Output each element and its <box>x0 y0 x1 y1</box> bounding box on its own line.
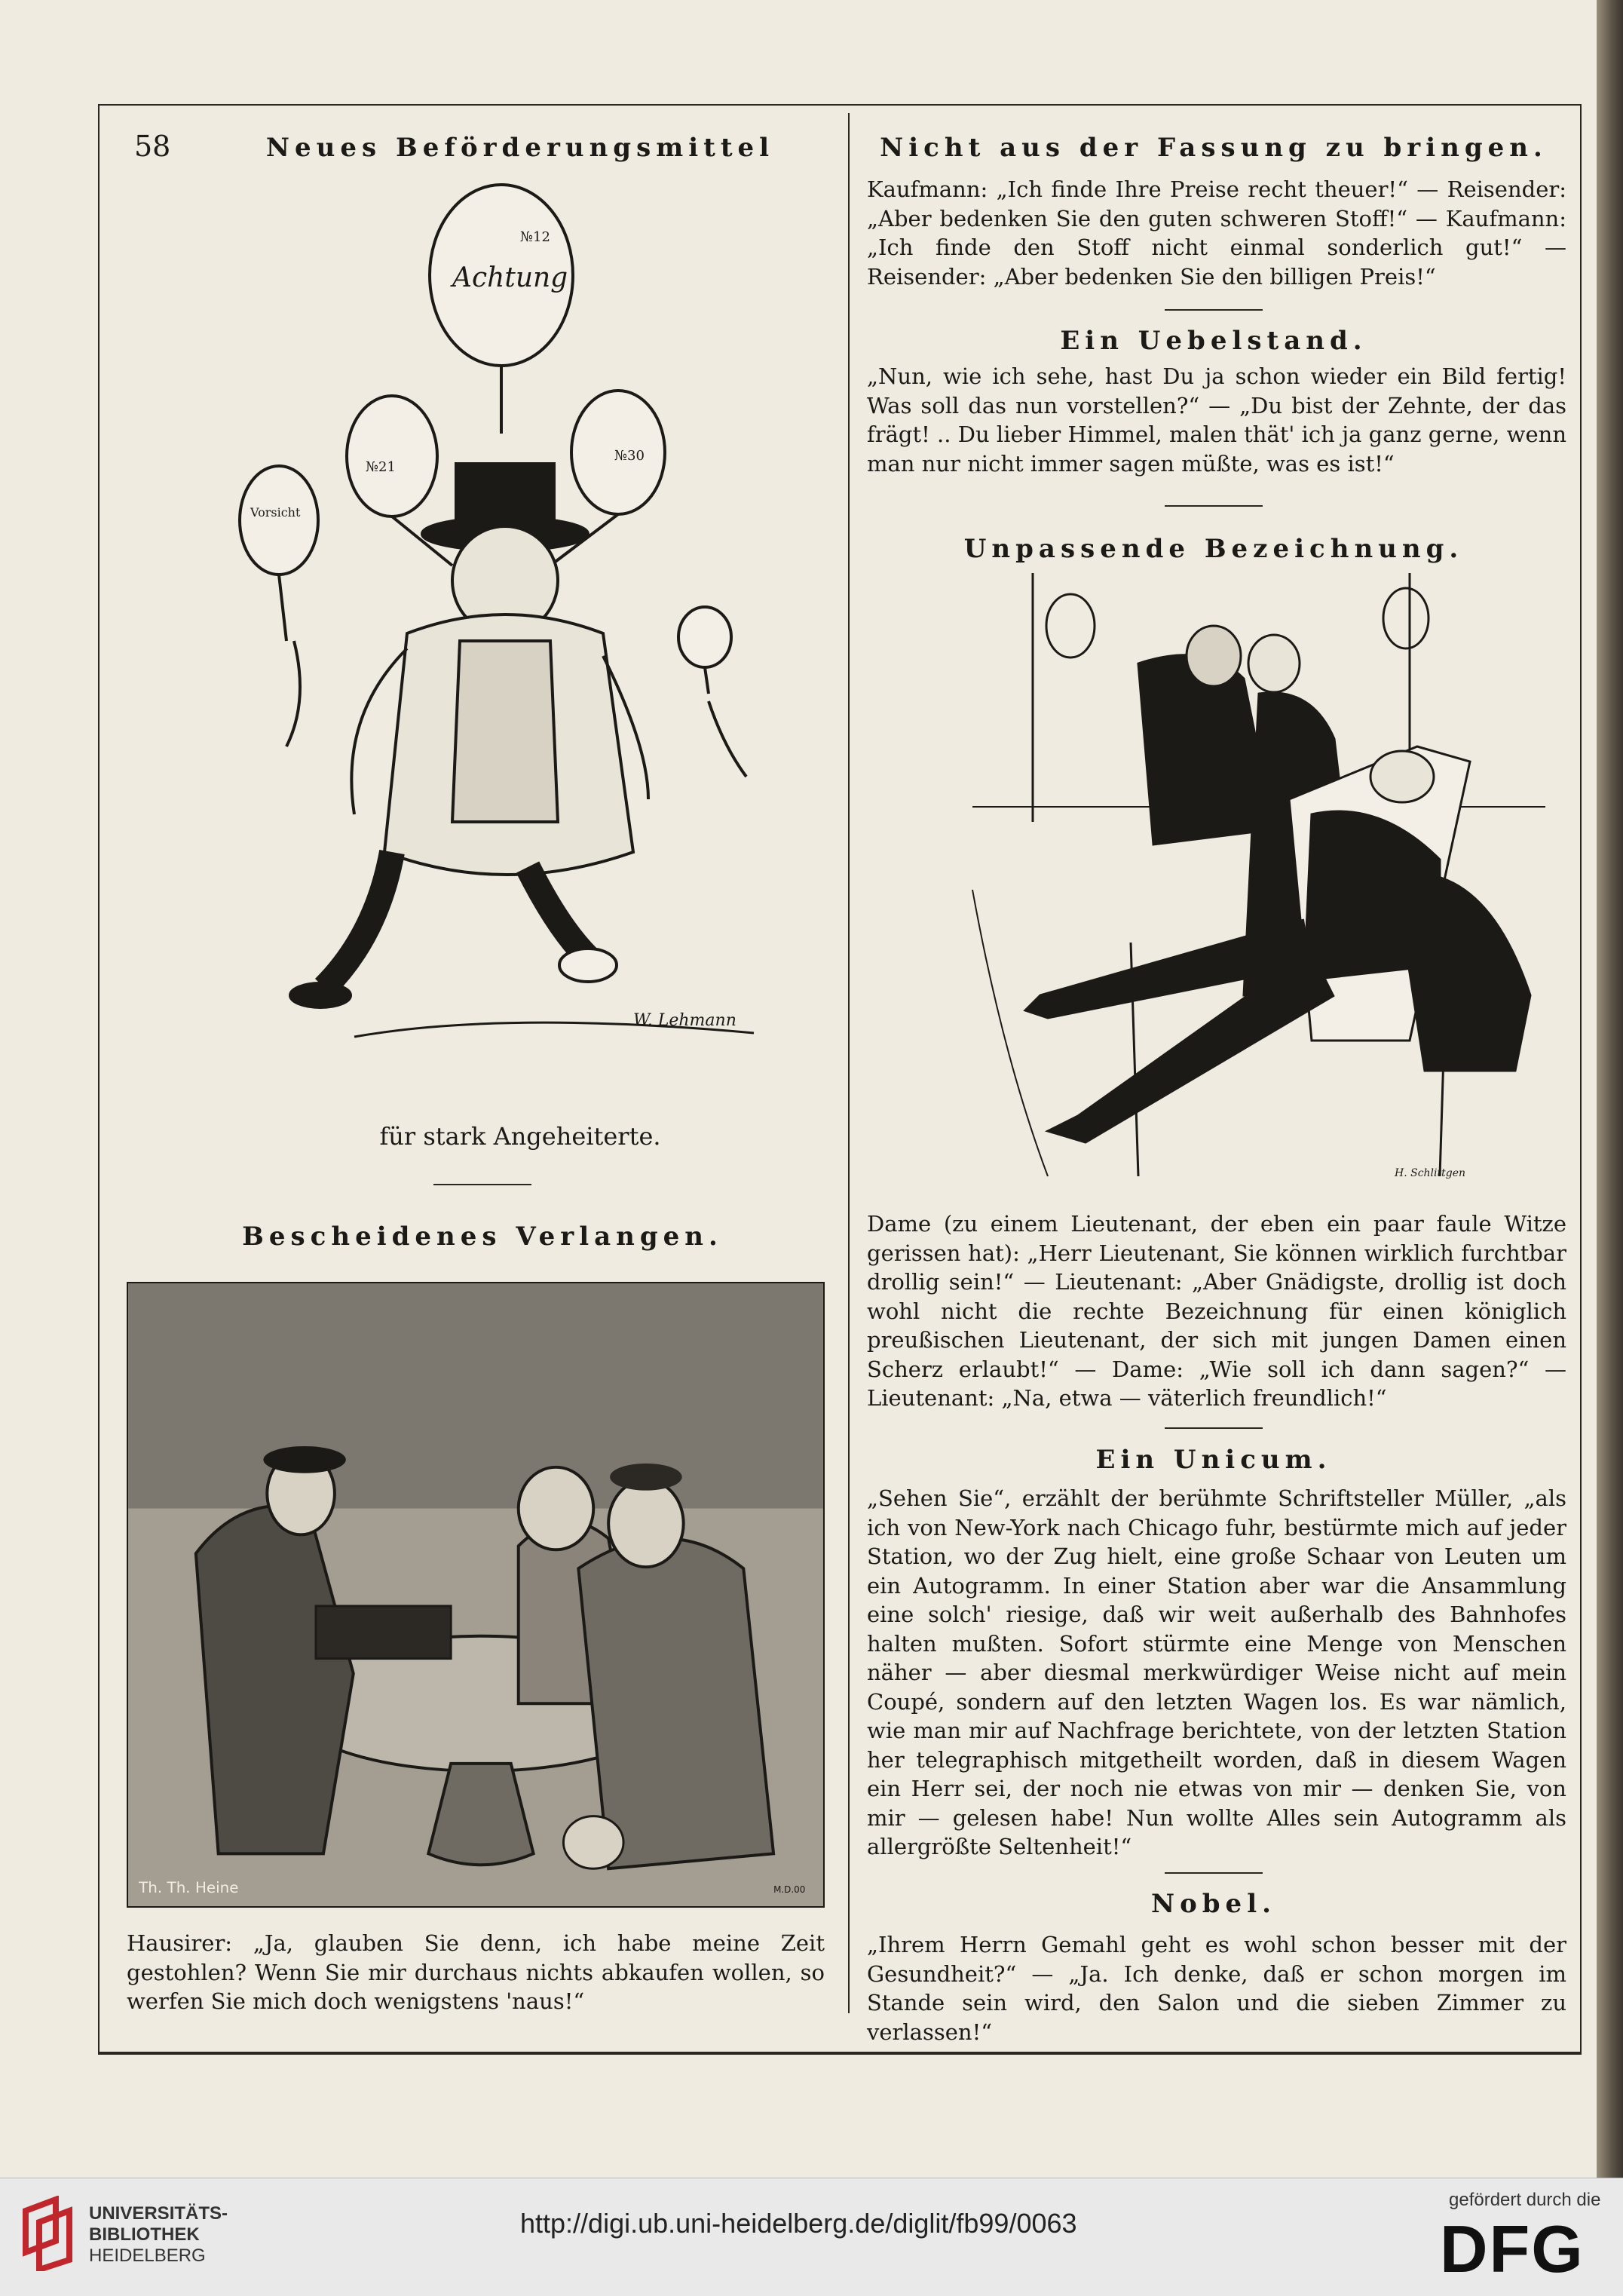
bottom-rule <box>98 2053 1582 2055</box>
page-edge-shadow <box>1597 0 1623 2178</box>
section-divider <box>1165 1427 1263 1429</box>
caption-angeheiterte: für stark Angeheiterte. <box>379 1122 661 1151</box>
lieutenant-salon-drawing <box>957 573 1553 1191</box>
page-number: 58 <box>134 130 171 163</box>
peddler-drawing <box>128 1283 823 1906</box>
illustration-balloon-drunkard <box>166 173 814 1116</box>
heading-nicht-aus-der-fassung: Nicht aus der Fassung zu bringen. <box>880 133 1548 163</box>
heading-nobel: Nobel. <box>1151 1889 1276 1919</box>
illustration-signature-lehmann: W. Lehmann <box>633 1011 736 1030</box>
balloon-drunkard-drawing <box>166 173 814 1116</box>
text-kaufmann-reisender: Kaufmann: „Ich finde Ihre Preise recht theuer!“ — Reisender: „Aber bedenken Sie den guten schweren Stoff!“ — Kaufmann: „Ich finde den Stoff nicht einmal sonderlich gut!“ — Reisender: „Aber bedenken Sie den billigen Preis!“ <box>867 176 1566 290</box>
balloon-number-2: №21 <box>366 459 396 475</box>
illustration-lieutenant-salon <box>957 573 1553 1191</box>
section-divider <box>433 1184 531 1185</box>
text-dame-lieutenant: Dame (zu einem Lieutenant, der eben ein paar faule Witze gerissen hat): „Herr Lieutenant, Sie können wirklich furchtbar drollig sein!“ — Lieutenant: „Aber Gnädigste, drollig ist doch wohl nicht die rechte Bezeichnung für einen königlich preußischen Lieutenant, der sich mit jungen Damen einen Scherz erlaubt!“ — Dame: „Wie soll ich dann sagen?“ — Lieutenant: „Na, etwa — väterlich freundlich!“ <box>867 1211 1566 1411</box>
illustration-signature-schlittgen: H. Schlittgen <box>1395 1167 1466 1179</box>
heading-neues-befoerderungsmittel: Neues Beförderungsmittel <box>265 133 775 163</box>
balloon-label-achtung: Achtung <box>452 262 568 293</box>
balloon-number-3: №30 <box>614 448 645 464</box>
balloon-label-vorsicht: Vorsicht <box>250 505 301 520</box>
text-hausirer: Hausirer: „Ja, glauben Sie denn, ich habe meine Zeit gestohlen? Wenn Sie mir durchaus nichts abkaufen wollen, so werfen Sie mich doch wenigstens 'naus!“ <box>127 1930 825 2014</box>
illustration-signature-heine: Th. Th. Heine <box>139 1879 239 1897</box>
dfg-logo[interactable]: DFG <box>1440 2212 1585 2286</box>
text-uebelstand: „Nun, wie ich sehe, hast Du ja schon wieder ein Bild fertig! Was soll das nun vorstellen?“ — „Du bist der Zehnte, der das frägt! .. Du lieber Himmel, malen thät' ich ja ganz gerne, wenn man nur nicht immer sagen müßte, was es ist!“ <box>867 363 1566 477</box>
library-name-line-1: UNIVERSITÄTS- <box>89 2203 228 2224</box>
library-logo-icon <box>18 2196 78 2271</box>
section-divider <box>1165 505 1263 507</box>
permalink-url[interactable]: http://digi.ub.uni-heidelberg.de/diglit/fb99/0063 <box>520 2208 1077 2239</box>
heading-ein-uebelstand: Ein Uebelstand. <box>1060 326 1367 356</box>
heading-ein-unicum: Ein Unicum. <box>1095 1445 1332 1475</box>
library-name-line-2: BIBLIOTHEK <box>89 2224 200 2245</box>
library-name <box>89 2203 228 2267</box>
illustration-monogram: M.D.00 <box>773 1884 806 1896</box>
column-divider <box>848 113 850 2013</box>
balloon-number-1: №12 <box>520 229 550 245</box>
illustration-peddler <box>127 1282 825 1908</box>
heading-bescheidenes-verlangen: Bescheidenes Verlangen. <box>242 1222 723 1252</box>
section-divider <box>1165 1872 1263 1874</box>
library-name-line-3: HEIDELBERG <box>89 2245 206 2266</box>
text-nobel: „Ihrem Herrn Gemahl geht es wohl schon besser mit der Gesundheit?“ — „Ja. Ich denke, daß er schon morgen im Stande sein wird, den Salon und die sieben Zimmer zu verlassen!“ <box>867 1932 1566 2045</box>
funded-by-label: gefördert durch die <box>1449 2190 1601 2210</box>
section-divider <box>1165 309 1263 311</box>
heading-unpassende-bezeichnung: Unpassende Bezeichnung. <box>963 534 1464 564</box>
text-unicum: „Sehen Sie“, erzählt der berühmte Schriftsteller Müller, „als ich von New-York nach Chicago fuhr, bestürmte mich auf jeder Station, wo der Zug hielt, eine große Schaar von Leuten um ein Autogramm. In einer Station aber war die Ansammlung eine solch' riesige, daß wir weit außerhalb des Bahnhofes halten mußten. Sofort stürmte eine Menge von Menschen näher — aber diesmal merkwürdiger Weise nicht auf mein Coupé, sondern auf den letzten Wagen los. Es war nämlich, wie man mir auf Nachfrage berichtete, von der letzten Station her telegraphisch mitgetheilt worden, daß in diesem Wagen ein Herr sei, der noch nie etwas von mir — denken Sie, von mir — gelesen habe! Nun wollte Alles sein Autogramm als allergrößte Seltenheit!“ <box>867 1485 1566 1859</box>
